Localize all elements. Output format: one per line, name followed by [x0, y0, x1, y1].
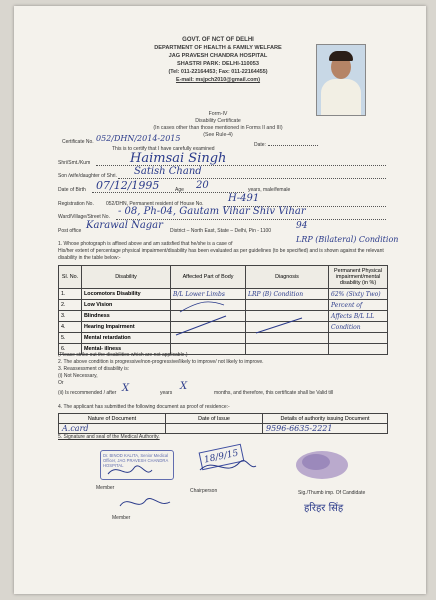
row-disability: Hearing Impairment [82, 322, 171, 333]
header-line4: SHASTRI PARK: DELHI-110053 [177, 61, 259, 67]
note-3c-x2: X [180, 381, 188, 392]
para1: 1. Whose photograph is affixed above and am satisfied that he/she is a case of [58, 241, 233, 247]
header-line2: DEPARTMENT OF HEALTH & FAMILY WELFARE [154, 45, 282, 51]
note-2: 2. The above condition is progressive/non-progressive/likely to improve/ not likely to improve. [58, 359, 264, 365]
pin-value: 94 [296, 221, 308, 231]
row-no: 1. [59, 289, 82, 300]
row-percent: Percent of [329, 300, 388, 311]
doc-col-nature: Nature of Document [59, 414, 166, 424]
note-3: 3. Reassessment of disability is: [58, 366, 130, 372]
note-5: 5. Signature and seal of the Medical Authority. [58, 434, 160, 440]
postoffice-value: Karawal Nagar [86, 220, 163, 231]
ward-value: - 08, Ph-04, Gautam Vihar Shiv Vihar [118, 206, 306, 217]
header-line5: (Tel: 011-22164453; Fax: 011-22164455) [168, 69, 268, 75]
dob-label: Date of Birth [58, 187, 86, 193]
note-3c-years: years [160, 390, 173, 396]
note-3c-a: (ii) Is recommended / after [58, 390, 117, 396]
certify-text: This is to certify that I have carefully examined [112, 146, 215, 152]
chairperson-label: Chairperson [190, 488, 218, 494]
stamp-date: 18/9/15 [199, 444, 245, 470]
cert-value: 052/DHN/2014-2015 [96, 134, 181, 143]
name-label: Shri/Smt./Kum [58, 160, 91, 166]
reg-label: Registration No. [58, 201, 94, 207]
row-no: 3. [59, 311, 82, 322]
form-title: Disability Certificate [195, 118, 241, 124]
doc-col-authority: Details of authority issuing Document [263, 414, 388, 424]
district-label: District – North East, State – Delhi, Pin - 1100 [170, 228, 272, 234]
doctor-stamp-text: Dr. BINOD KALITA, Senior Medical Officer, JAG PRAVESH CHANDRA HOSPITAL [103, 453, 169, 468]
years-label: years, male/female [248, 187, 291, 193]
date-label: Date: [254, 142, 266, 148]
age-value: 20 [196, 180, 209, 191]
doc-nature: A.card [59, 424, 166, 434]
row-percent: Condition [329, 322, 388, 333]
parent-label: Son /wife/daughter of Shri. [58, 173, 117, 179]
doc-col-date: Date of Issue [166, 414, 263, 424]
para2: His/her extent of percentage physical impairment/disability has been evaluated as per guidelines (to be specified) and is shown against the relevant disability in the table below:- [58, 248, 384, 261]
note-3a: (i) Not Necessary, [58, 373, 98, 379]
row-no: 2. [59, 300, 82, 311]
ward-label: Ward/Village/Street No. [58, 214, 110, 220]
header-line3: JAG PRAVESH CHANDRA HOSPITAL [168, 53, 268, 59]
header-line6: E-mail: msjpch2010@gmail.com) [175, 77, 261, 83]
parent-value: Satish Chand [134, 166, 202, 177]
note-3b: Or [58, 380, 64, 386]
row-percent: 62% (Sixty Two) [329, 289, 388, 300]
row-diagnosis: LRP (B) Condition [246, 289, 329, 300]
col-sl: Sl. No. [59, 266, 82, 289]
age-label: Age [175, 187, 184, 193]
house-value: H-491 [228, 193, 260, 204]
member-label-1: Member [96, 485, 115, 491]
col-body-part: Affected Part of Body [171, 266, 246, 289]
row-disability: Blindness [82, 311, 171, 322]
header-line1: GOVT. OF NCT OF DELHI [182, 37, 254, 43]
postoffice-label: Post office [58, 228, 82, 234]
row-no: 6. [59, 344, 82, 355]
cert-label: Certificate No. [62, 139, 94, 145]
form-rule: (See Rule-4) [203, 132, 233, 138]
note-4: 4. The applicant has submitted the following document as proof of residence:- [58, 404, 230, 410]
col-diagnosis: Diagnosis [246, 266, 329, 289]
note-3c-x1: X [122, 383, 130, 394]
doc-authority: 9596-6635-2221 [263, 424, 388, 434]
reg-value: 052/DHN, Permanent resident of House No. [106, 201, 204, 207]
row-no: 4. [59, 322, 82, 333]
row-disability: Low Vision [82, 300, 171, 311]
strike-note: (Please strike out the disabilities which are not applicable.) [58, 352, 188, 358]
col-percent: Permanent Physical impairment/mental disability (in %) [329, 266, 388, 289]
dob-value: 07/12/1995 [96, 179, 160, 192]
para1-value: LRP (Bilateral) Condition [296, 235, 399, 244]
row-part: B/L Lower Limbs [171, 289, 246, 300]
col-disability: Disability [82, 266, 171, 289]
form-subtitle: (In cases other than those mentioned in Forms II and III) [153, 125, 283, 131]
candidate-sig-label: Sig./Thumb imp. Of Candidate [298, 490, 366, 496]
note-3c-b: months, and therefore, this certificate shall be Valid till [214, 390, 334, 396]
form-number: Form-IV [208, 111, 228, 117]
member-label-2: Member [112, 515, 131, 521]
row-disability: Mental- illness [82, 344, 171, 355]
row-disability: Mental retardation [82, 333, 171, 344]
name-value: Haimsai Singh [130, 151, 227, 166]
row-no: 5. [59, 333, 82, 344]
candidate-signature: हरिहर सिंह [304, 503, 344, 514]
row-percent: Affects B/L LL [329, 311, 388, 322]
row-disability: Locomotors Disability [82, 289, 171, 300]
